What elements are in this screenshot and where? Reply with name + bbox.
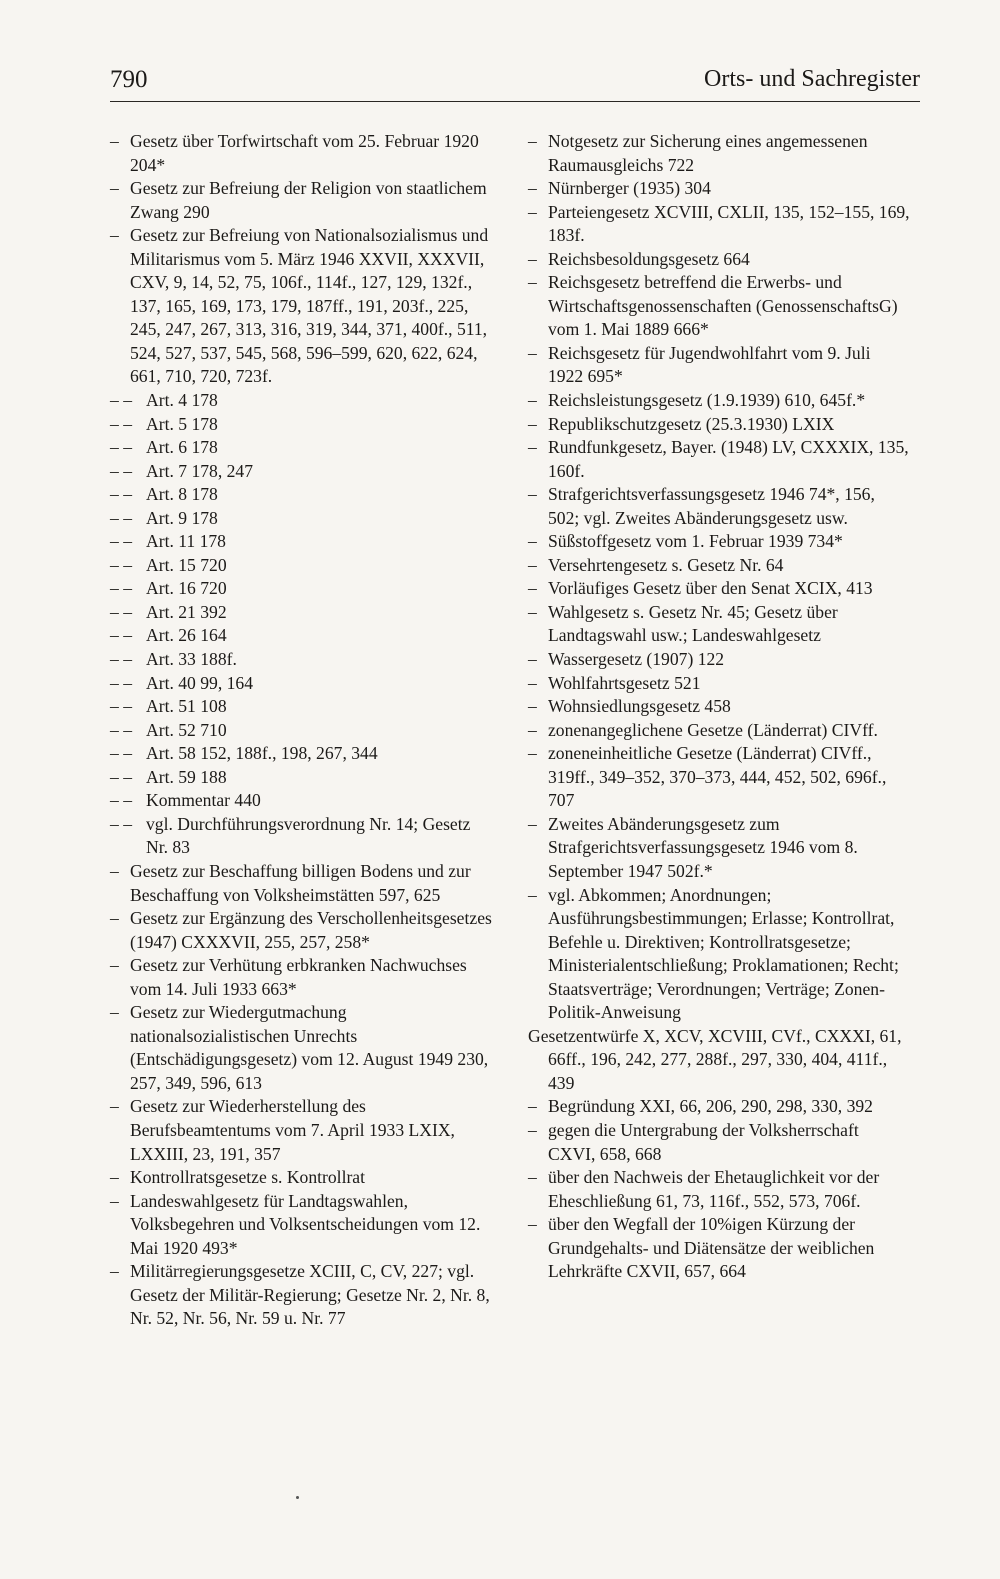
header-rule [110,101,920,102]
index-entry: – – Art. 51 108 [110,695,492,719]
index-entry: – – Art. 21 392 [110,601,492,625]
index-entry: – über den Wegfall der 10%igen Kürzung der Grundgehalts- und Diätensätze der weiblichen Lehrkräfte CXVII, 657, 664 [528,1213,910,1284]
index-entry: – Wassergesetz (1907) 122 [528,648,910,672]
index-entry: – – Art. 4 178 [110,389,492,413]
index-entry: – Wohlfahrtsgesetz 521 [528,672,910,696]
index-entry: – Reichsbesoldungsgesetz 664 [528,248,910,272]
index-entry: – Gesetz zur Wiedergutmachung nationalsozialistischen Unrechts (Entschädigungsgesetz) vom 12. August 1949 230, 257, 349, 596, 613 [110,1001,492,1095]
index-entry: – Parteiengesetz XCVIII, CXLII, 135, 152–155, 169, 183f. [528,201,910,248]
index-entry: – – Art. 11 178 [110,530,492,554]
index-entry: – Gesetz zur Ergänzung des Verschollenheitsgesetzes (1947) CXXXVII, 255, 257, 258* [110,907,492,954]
index-entry: – – Art. 16 720 [110,577,492,601]
index-entry: – Rundfunkgesetz, Bayer. (1948) LV, CXXXIX, 135, 160f. [528,436,910,483]
index-entry: – Notgesetz zur Sicherung eines angemessenen Raumausgleichs 722 [528,130,910,177]
index-entry: – Vorläufiges Gesetz über den Senat XCIX, 413 [528,577,910,601]
running-title: Orts- und Sachregister [704,66,920,92]
index-entry: – – Art. 7 178, 247 [110,460,492,484]
index-entry: – – Art. 58 152, 188f., 198, 267, 344 [110,742,492,766]
index-entry: – Kontrollratsgesetze s. Kontrollrat [110,1166,492,1190]
index-entry: – Strafgerichtsverfassungsgesetz 1946 74*, 156, 502; vgl. Zweites Abänderungsgesetz usw. [528,483,910,530]
page-speck [296,1496,299,1499]
index-entry: – – Art. 52 710 [110,719,492,743]
index-entry: – – Art. 59 188 [110,766,492,790]
index-entry: – Reichsgesetz für Jugendwohlfahrt vom 9. Juli 1922 695* [528,342,910,389]
index-entry: – Nürnberger (1935) 304 [528,177,910,201]
index-entry: – gegen die Untergrabung der Volksherrschaft CXVI, 658, 668 [528,1119,910,1166]
index-entry: – Reichsgesetz betreffend die Erwerbs- und Wirtschaftsgenossenschaften (GenossenschaftsG) vom 1. Mai 1889 666* [528,271,910,342]
index-entry: – Gesetz zur Befreiung der Religion von staatlichem Zwang 290 [110,177,492,224]
index-entry: – Reichsleistungsgesetz (1.9.1939) 610, 645f.* [528,389,910,413]
index-entry: – – vgl. Durchführungsverordnung Nr. 14; Gesetz Nr. 83 [110,813,492,860]
index-entry: – – Art. 26 164 [110,624,492,648]
index-entry: – zonenangeglichene Gesetze (Länderrat) CIVff. [528,719,910,743]
right-column [528,130,910,1284]
index-entry: Gesetzentwürfe X, XCV, XCVIII, CVf., CXXXI, 61, 66ff., 196, 242, 277, 288f., 297, 330, 404, 411f., 439 [528,1025,902,1093]
page-header [110,66,920,106]
index-entry: – zoneneinheitliche Gesetze (Länderrat) CIVff., 319ff., 349–352, 370–373, 444, 452, 502, 696f., 707 [528,742,910,813]
index-entry: – – Art. 33 188f. [110,648,492,672]
index-entry: – Gesetz zur Befreiung von Nationalsozialismus und Militarismus vom 5. März 1946 XXVII, XXXVII, CXV, 9, 14, 52, 75, 106f., 114f., 127, 129, 132f., 137, 165, 169, 173, 179, 187ff., 191, 203f., 225, 245, 247, 267, 313, 316, 319, 344, 371, 400f., 511, 524, 527, 537, 545, 568, 596–599, 620, 622, 624, 661, 710, 720, 723f. [110,224,492,389]
index-entry: – – Kommentar 440 [110,789,492,813]
index-entry: – Wohnsiedlungsgesetz 458 [528,695,910,719]
index-entry: – Militärregierungsgesetze XCIII, C, CV, 227; vgl. Gesetz der Militär-Regierung; Gesetze Nr. 2, Nr. 8, Nr. 52, Nr. 56, Nr. 59 u. Nr. 77 [110,1260,492,1331]
index-entry: – Landeswahlgesetz für Landtagswahlen, Volksbegehren und Volksentscheidungen vom 12. Mai 1920 493* [110,1190,492,1261]
index-entry: – Gesetz über Torfwirtschaft vom 25. Februar 1920 204* [110,130,492,177]
index-entry: – Zweites Abänderungsgesetz zum Strafgerichtsverfassungsgesetz 1946 vom 8. September 1947 502f.* [528,813,910,884]
index-entry: – über den Nachweis der Ehetauglichkeit vor der Eheschließung 61, 73, 116f., 552, 573, 706f. [528,1166,910,1213]
index-entry: – Wahlgesetz s. Gesetz Nr. 45; Gesetz über Landtagswahl usw.; Landeswahlgesetz [528,601,910,648]
index-entry: – Gesetz zur Beschaffung billigen Bodens und zur Beschaffung von Volksheimstätten 597, 625 [110,860,492,907]
index-entry: – Gesetz zur Wiederherstellung des Berufsbeamtentums vom 7. April 1933 LXIX, LXXIII, 23, 191, 357 [110,1095,492,1166]
index-entry: – – Art. 6 178 [110,436,492,460]
index-entry: – – Art. 9 178 [110,507,492,531]
page-number: 790 [110,66,148,93]
left-column [110,130,492,1331]
index-entry: – – Art. 8 178 [110,483,492,507]
index-entry: – Versehrtengesetz s. Gesetz Nr. 64 [528,554,910,578]
index-entry: – – Art. 40 99, 164 [110,672,492,696]
index-entry: – vgl. Abkommen; Anordnungen; Ausführungsbestimmungen; Erlasse; Kontrollrat, Befehle u. Direktiven; Kontrollratsgesetze; Ministerialentschließung; Proklamationen; Recht; Staatsverträge; Verordnungen; Verträge; Zonen-Politik-Anweisung [528,884,910,1025]
index-entry: – Gesetz zur Verhütung erbkranken Nachwuchses vom 14. Juli 1933 663* [110,954,492,1001]
index-entry: – Begründung XXI, 66, 206, 290, 298, 330, 392 [528,1095,910,1119]
index-entry: – – Art. 15 720 [110,554,492,578]
index-entry: – Süßstoffgesetz vom 1. Februar 1939 734* [528,530,910,554]
index-entry: – – Art. 5 178 [110,413,492,437]
index-entry: – Republikschutzgesetz (25.3.1930) LXIX [528,413,910,437]
